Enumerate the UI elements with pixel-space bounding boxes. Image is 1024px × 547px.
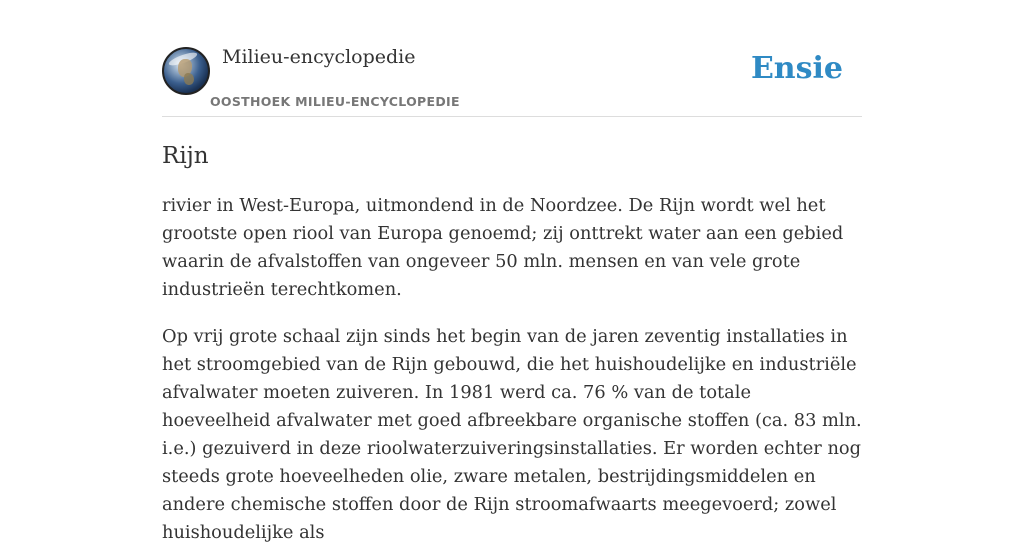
page — [162, 0, 862, 547]
site-header — [162, 0, 862, 117]
globe-icon[interactable] — [162, 47, 210, 95]
site-title[interactable]: Milieu-encyclopedie — [222, 46, 416, 68]
article-paragraph: rivier in West-Europa, uitmondend in de Noordzee. De Rijn wordt wel het grootste open riool van Europa genoemd; zij onttrekt water aan een gebied waarin de afvalstoffen van ongeveer 50 mln. mensen en van vele grote industrieën terechtkomen. — [162, 195, 844, 300]
globe-land — [184, 73, 194, 85]
site-subtitle[interactable]: OOSTHOEK MILIEU-ENCYCLOPEDIE — [210, 94, 460, 109]
article-title: Rijn — [162, 143, 209, 169]
article-paragraph: Op vrij grote schaal zijn sinds het begin van de jaren zeventig installaties in het stroomgebied van de Rijn gebouwd, die het huishoudelijke en industriële afvalwater moeten zuiveren. In 1981 werd ca. 76 % van de totale hoeveelheid afvalwater met goed afbreekbare organische stoffen (ca. 83 mln. i.e.) gezuiverd in deze rioolwaterzuiveringsinstallaties. Er worden echter nog steeds grote hoeveelheden olie, zware metalen, bestrijdingsmiddelen en andere chemische stoffen door de Rijn stroomafwaarts meegevoerd; zowel huishoudelijke als — [162, 326, 862, 543]
brand-logo[interactable]: Ensie — [750, 51, 843, 86]
